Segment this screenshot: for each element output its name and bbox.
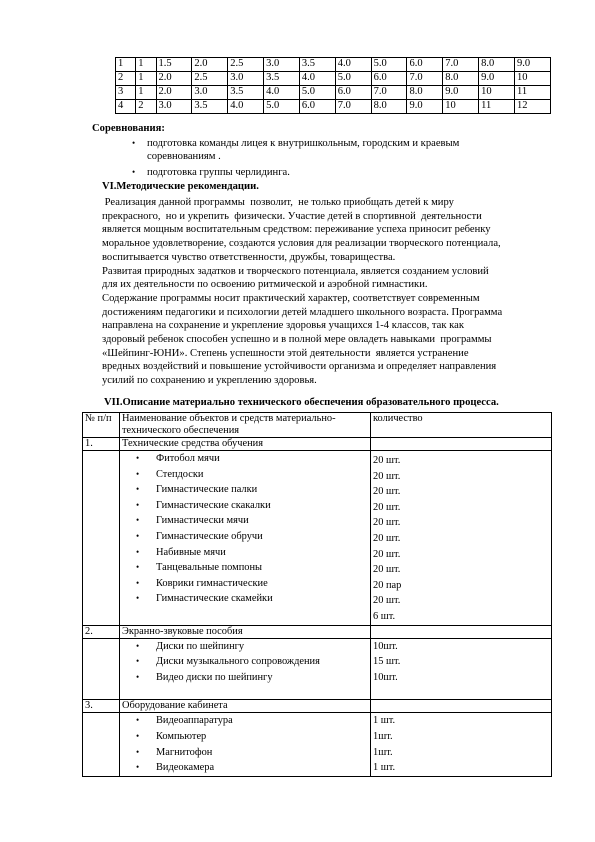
equipment-group-title-row xyxy=(83,438,552,451)
equipment-header-row xyxy=(83,413,552,438)
items-qty-list xyxy=(371,451,552,626)
group-num: 1. xyxy=(83,438,120,451)
grade-table-cell: 1 xyxy=(136,86,156,100)
grade-table-row xyxy=(116,72,551,86)
equipment-group-title-row xyxy=(83,625,552,638)
group-title: Экранно-звуковые пособия xyxy=(120,625,371,638)
grade-table-cell: 10 xyxy=(514,72,550,86)
header-name: Наименование объектов и средств материально-технического обеспечения xyxy=(120,413,371,438)
grade-table-cell: 2.5 xyxy=(192,72,228,86)
equipment-item: • Фитобол мячи xyxy=(122,451,368,467)
equipment-item: • Коврики гимнастические xyxy=(122,576,368,592)
competitions-bullet-2: • подготовка группы черлидинга. xyxy=(147,166,290,179)
equipment-item: • Степдоски xyxy=(122,467,368,483)
equipment-item: • Гимнастические скакалки xyxy=(122,498,368,514)
items-qty-list xyxy=(371,638,552,700)
grade-table-cell: 6.0 xyxy=(299,100,335,114)
equipment-item-qty: 1шт. xyxy=(373,730,393,742)
equipment-item-qty: 10шт. xyxy=(373,640,398,652)
grade-table-cell: 4.0 xyxy=(299,72,335,86)
grade-table-cell: 11 xyxy=(514,86,550,100)
section6-line: «Шейпинг-ЮНИ». Степень успешности этой деятельности является устранение xyxy=(102,347,469,359)
grade-table-cell: 7.0 xyxy=(371,86,407,100)
equipment-item-qty: 1 шт. xyxy=(373,762,396,774)
grade-table-cell: 9.0 xyxy=(443,86,479,100)
equipment-item-qty: 20 пар xyxy=(373,579,402,591)
equipment-group-items-row xyxy=(83,638,552,700)
group-num: 3. xyxy=(83,700,120,713)
equipment-item: • Видеокамера xyxy=(122,760,368,776)
equipment-item-qty: 20 шт. xyxy=(373,548,401,560)
section6-line: Реализация данной программы позволит, не только приобщать детей к миру xyxy=(102,197,454,208)
grade-table-cell: 9.0 xyxy=(479,72,515,86)
grade-table-cell: 3.5 xyxy=(192,100,228,114)
section6-line: для их деятельности по освоению ритмической и аэробной гимнастики. xyxy=(102,279,428,291)
grade-table-cell: 6.0 xyxy=(371,72,407,86)
grade-table-cell: 1 xyxy=(116,58,136,72)
grade-table-cell: 5.0 xyxy=(264,100,300,114)
grade-table-row xyxy=(116,100,551,114)
grade-table-cell: 7.0 xyxy=(335,100,371,114)
equipment-group-items-row xyxy=(83,713,552,776)
competitions-bullet-1: • подготовка команды лицея к внутришкольным, городским и краевым xyxy=(147,137,459,150)
equipment-item-qty: 1 шт. xyxy=(373,715,396,727)
equipment-table xyxy=(82,412,552,777)
section6-line: воспитывается чувство ответственности, дружбы, товарищества. xyxy=(102,251,396,263)
grade-table-cell: 2.0 xyxy=(156,72,192,86)
group-title: Оборудование кабинета xyxy=(120,700,371,713)
section6-line: достижениям педагогики и психологии детей младшего школьного возраста. Программа xyxy=(102,306,503,318)
equipment-item: • Компьютер xyxy=(122,729,368,745)
grade-table-cell: 6.0 xyxy=(335,86,371,100)
items-num-empty xyxy=(83,713,120,776)
equipment-item-qty: 15 шт. xyxy=(373,656,401,668)
equipment-item-qty: 20 шт. xyxy=(373,517,401,529)
equipment-item-qty: 20 шт. xyxy=(373,486,401,498)
grade-table-cell: 8.0 xyxy=(371,100,407,114)
section6-line: вредных воздействий и повышение устойчивости организма и определяет направления xyxy=(102,361,497,373)
group-title: Технические средства обучения xyxy=(120,438,371,451)
equipment-item-qty: 20 шт. xyxy=(373,532,401,544)
equipment-item-qty: 20 шт. xyxy=(373,564,401,576)
grade-table-row xyxy=(116,58,551,72)
header-num: № п/п xyxy=(83,413,120,438)
grade-table-cell: 7.0 xyxy=(407,72,443,86)
grade-table-cell: 5.0 xyxy=(335,72,371,86)
items-list xyxy=(120,638,371,700)
grade-table-cell: 8.0 xyxy=(479,58,515,72)
equipment-item: • Диски музыкального сопровождения xyxy=(122,654,368,670)
section6-line: здоровый ребенок способен успешно и в полной мере овладеть навыками программы xyxy=(102,334,492,346)
section6-heading: VI.Методические рекомендации. xyxy=(102,181,259,192)
grade-table-cell: 10 xyxy=(443,100,479,114)
section6-line: является мощным воспитательным средством: переживание успеха приносит ребенку xyxy=(102,224,491,236)
equipment-item-qty: 20 шт. xyxy=(373,470,401,482)
grade-table-cell: 9.0 xyxy=(407,100,443,114)
grade-table-cell: 4.0 xyxy=(264,86,300,100)
equipment-item: • Гимнастически мячи xyxy=(122,513,368,529)
grade-table-cell: 9.0 xyxy=(514,58,550,72)
items-num-empty xyxy=(83,451,120,626)
grade-table-cell: 6.0 xyxy=(407,58,443,72)
items-list xyxy=(120,713,371,776)
grade-table-cell: 4.0 xyxy=(335,58,371,72)
section6-line: усилий по сохранению и укреплению здоровья. xyxy=(102,375,317,387)
competitions-heading: Соревнования: xyxy=(92,123,165,134)
equipment-item: • Набивные мячи xyxy=(122,545,368,561)
grade-table-row xyxy=(116,86,551,100)
grade-table-cell: 4 xyxy=(116,100,136,114)
items-list xyxy=(120,451,371,626)
equipment-item-qty: 10шт. xyxy=(373,671,398,683)
equipment-item: • Танцевальные помпоны xyxy=(122,560,368,576)
grade-table-cell: 10 xyxy=(479,86,515,100)
section6-line: Развитая природных задатков и творческого потенциала, является созданием условий xyxy=(102,265,489,277)
section6-line: моральное удовлетворение, создаются условия для реализации творческого потенциала, xyxy=(102,238,501,250)
equipment-item: • Гимнастические палки xyxy=(122,482,368,498)
section6-body xyxy=(102,196,552,388)
equipment-item-qty: 20 шт. xyxy=(373,455,401,466)
grade-table-cell: 2.0 xyxy=(156,86,192,100)
grade-table-cell: 2.0 xyxy=(192,58,228,72)
grade-table-cell: 3.0 xyxy=(228,72,264,86)
competitions-bullet-1-cont: соревнованиям . xyxy=(147,151,221,162)
grade-table-cell: 3.0 xyxy=(264,58,300,72)
equipment-item: • Магнитофон xyxy=(122,745,368,761)
header-qty: количество xyxy=(371,413,552,438)
grade-table-cell: 4.0 xyxy=(228,100,264,114)
equipment-item-qty: 1шт. xyxy=(373,746,393,758)
grade-table-cell: 3.5 xyxy=(228,86,264,100)
equipment-item-qty: 20 шт. xyxy=(373,501,401,513)
grade-table-cell: 1 xyxy=(136,58,156,72)
grade-table-cell: 1.5 xyxy=(156,58,192,72)
equipment-group-items-row xyxy=(83,451,552,626)
equipment-item: • Гимнастические обручи xyxy=(122,529,368,545)
grade-table-cell: 5.0 xyxy=(371,58,407,72)
grade-table-cell: 3 xyxy=(116,86,136,100)
grade-table-cell: 3.5 xyxy=(299,58,335,72)
grade-table-cell: 11 xyxy=(479,100,515,114)
equipment-item: • Гимнастические скамейки xyxy=(122,591,368,607)
grade-table-cell: 2.5 xyxy=(228,58,264,72)
section6-line: прекрасного, но и укрепить физически. Участие детей в спортивной деятельности xyxy=(102,210,482,222)
grade-table-cell: 8.0 xyxy=(443,72,479,86)
equipment-group-title-row xyxy=(83,700,552,713)
group-qty-empty xyxy=(371,700,552,713)
grade-table-cell: 1 xyxy=(136,72,156,86)
grade-table-cell: 12 xyxy=(514,100,550,114)
equipment-item: • Диски по шейпингу xyxy=(122,639,368,655)
section7-heading: VII.Описание материально технического обеспечения образовательного процесса. xyxy=(104,397,499,408)
grade-table-cell: 8.0 xyxy=(407,86,443,100)
items-num-empty xyxy=(83,638,120,700)
grade-table-cell: 2 xyxy=(136,100,156,114)
grade-table xyxy=(115,57,551,114)
group-num: 2. xyxy=(83,625,120,638)
grade-table-cell: 5.0 xyxy=(299,86,335,100)
items-qty-list xyxy=(371,713,552,776)
group-qty-empty xyxy=(371,438,552,451)
equipment-item-qty: 6 шт. xyxy=(373,610,396,622)
grade-table-cell: 3.0 xyxy=(156,100,192,114)
grade-table-cell: 3.5 xyxy=(264,72,300,86)
group-qty-empty xyxy=(371,625,552,638)
equipment-item-qty: 20 шт. xyxy=(373,595,401,607)
section6-line: Содержание программы носит практический характер, соответствует современным xyxy=(102,292,480,304)
section6-line: направлена на сохранение и укрепление здоровья учащихся 1-4 классов, так как xyxy=(102,320,464,332)
grade-table-cell: 2 xyxy=(116,72,136,86)
grade-table-cell: 7.0 xyxy=(443,58,479,72)
group-spacer xyxy=(122,685,368,699)
equipment-item: • Видеоаппаратура xyxy=(122,713,368,729)
equipment-item: • Видео диски по шейпингу xyxy=(122,670,368,686)
grade-table-cell: 3.0 xyxy=(192,86,228,100)
